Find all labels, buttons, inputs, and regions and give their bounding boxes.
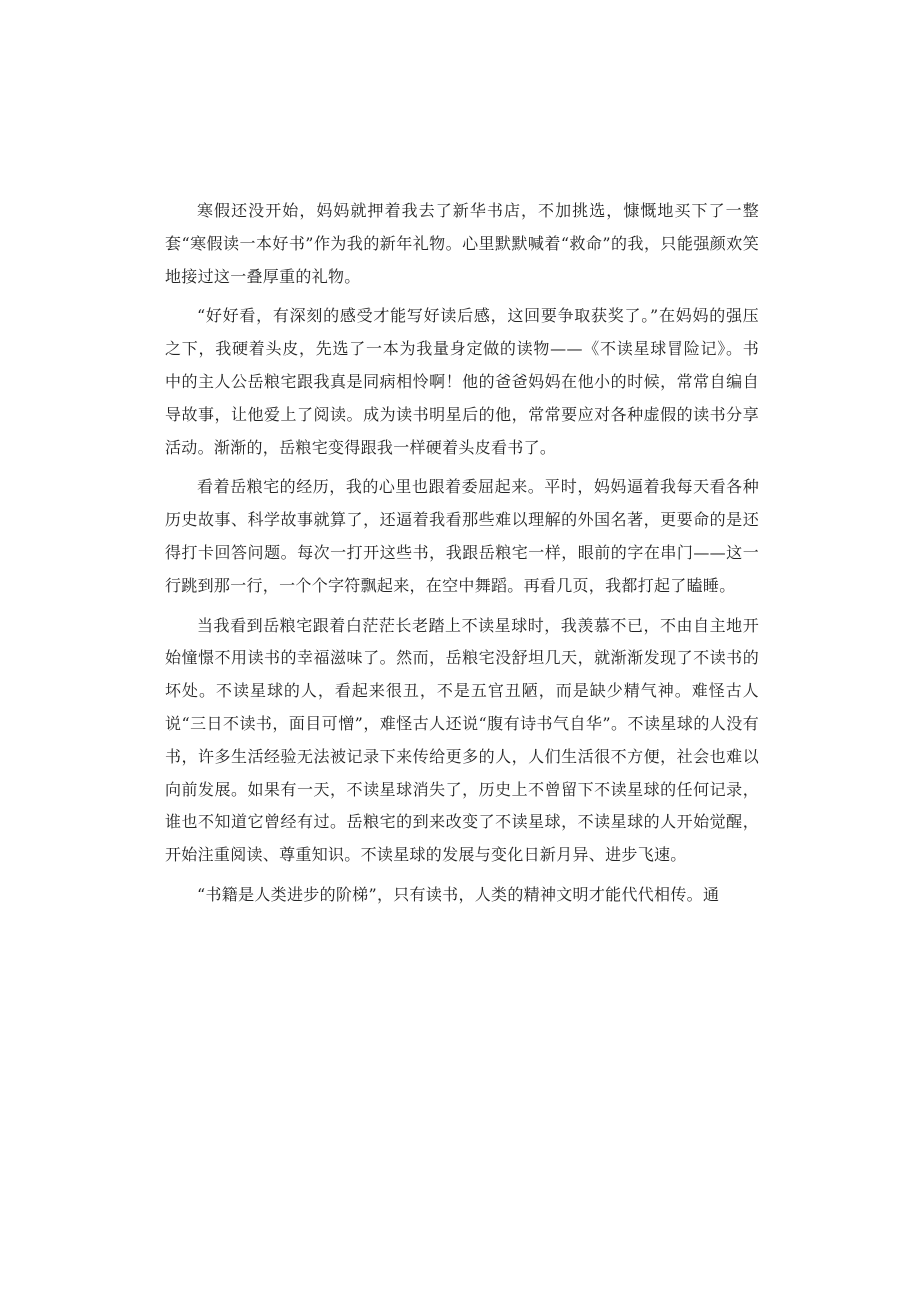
paragraph-2: “好好看，有深刻的感受才能写好读后感，这回要争取获奖了。”在妈妈的强压之下，我硬着头皮，先选了一本为我量身定做的读物——《不读星球冒险记》。书中的主人公岳粮宅跟我真是同病相怜啊！他的爸爸妈妈在他小的时候，常常自编自导故事，让他爱上了阅读。成为读书明星后的他，常常要应对各种虚假的读书分享活动。渐渐的，岳粮宅变得跟我一样硬着头皮看书了。: [165, 306, 759, 457]
paragraph-1: 寒假还没开始，妈妈就押着我去了新华书店，不加挑选，慷慨地买下了一整套“寒假读一本好书”作为我的新年礼物。心里默默喊着“救命”的我，只能强颜欢笑地接过这一叠厚重的礼物。: [165, 201, 759, 286]
essay-body: [165, 195, 759, 912]
paragraph-4: 当我看到岳粮宅跟着白茫茫长老踏上不读星球时，我羡慕不已，不由自主地开始憧憬不用读书的幸福滋味了。然而，岳粮宅没舒坦几天，就渐渐发现了不读书的坏处。不读星球的人，看起来很丑，不是五官丑陋，而是缺少精气神。难怪古人说“三日不读书，面目可憎”，难怪古人还说“腹有诗书气自华”。不读星球的人没有书，许多生活经验无法被记录下来传给更多的人，人们生活很不方便，社会也难以向前发展。如果有一天，不读星球消失了，历史上不曾留下不读星球的任何记录，谁也不知道它曾经有过。岳粮宅的到来改变了不读星球，不读星球的人开始觉醒，开始注重阅读、尊重知识。不读星球的发展与变化日新月异、进步飞速。: [165, 615, 759, 865]
paragraph-5: “书籍是人类进步的阶梯”，只有读书，人类的精神文明才能代代相传。通: [197, 884, 720, 904]
paragraph-3: 看着岳粮宅的经历，我的心里也跟着委屈起来。平时，妈妈逼着我每天看各种历史故事、科学故事就算了，还逼着我看那些难以理解的外国名著，更要命的是还得打卡回答问题。每次一打开这些书，我跟岳粮宅一样，眼前的字在串门——这一行跳到那一行，一个个字符飘起来，在空中舞蹈。再看几页，我都打起了瞌睡。: [165, 477, 759, 595]
